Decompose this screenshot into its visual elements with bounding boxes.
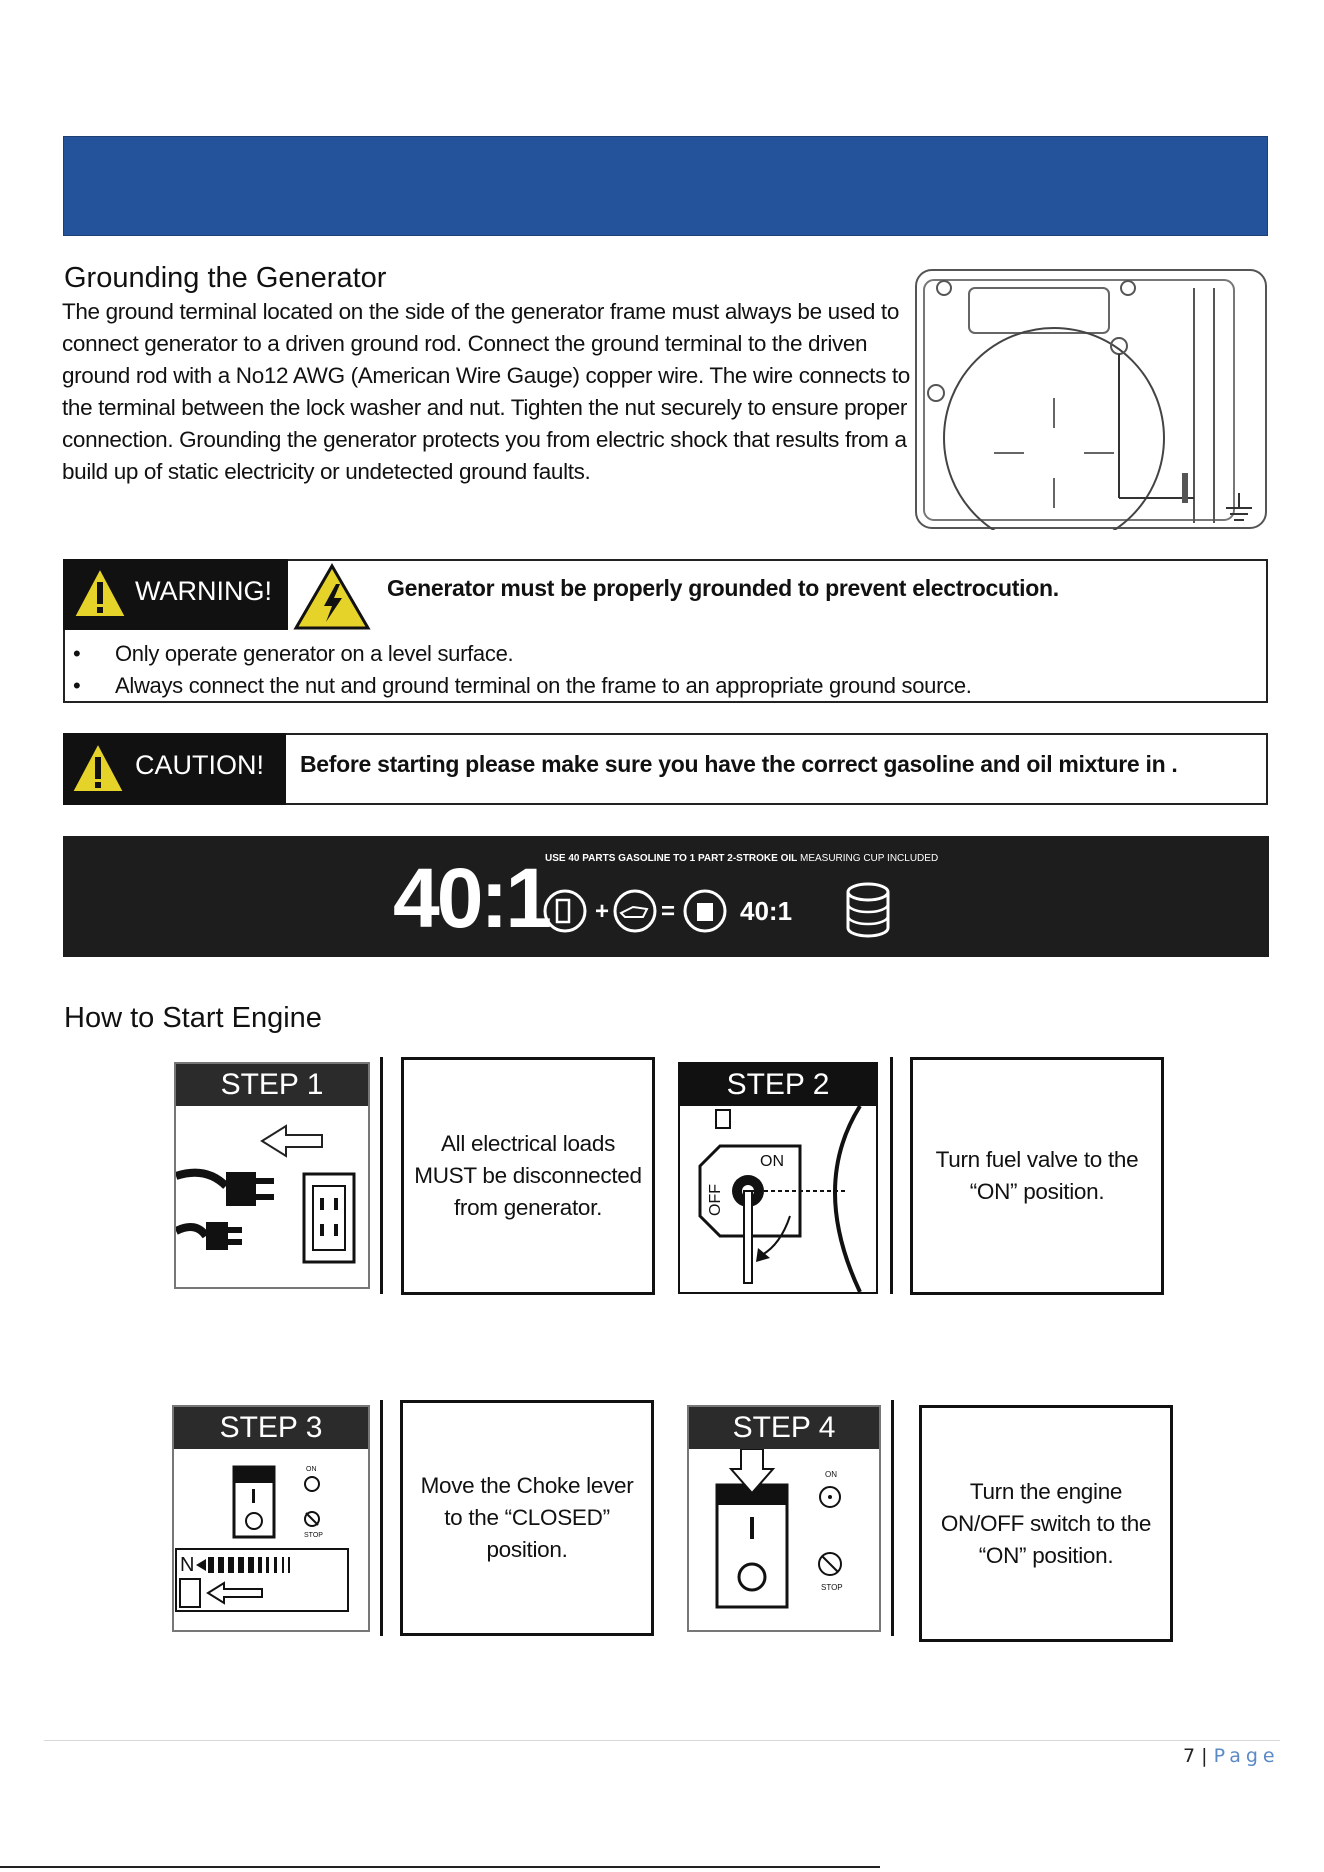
step-1-illustration xyxy=(174,1062,370,1289)
fuel-instruction: USE 40 PARTS GASOLINE TO 1 PART 2-STROKE OIL xyxy=(545,853,798,864)
divider-line xyxy=(891,1400,894,1636)
fuel-ratio-large: 40:1 xyxy=(393,851,550,945)
step-2-label: STEP 2 xyxy=(680,1064,876,1106)
generator-frame-illustration xyxy=(914,268,1268,530)
warning-headline: Generator must be properly grounded to prevent electrocution. xyxy=(387,575,1059,601)
warning-bullet: • Always connect the nut and ground terminal on the frame to an appropriate ground source. xyxy=(70,670,972,702)
start-engine-title: How to Start Engine xyxy=(64,1002,322,1034)
warning-bullet: • Only operate generator on a level surface. xyxy=(70,638,972,670)
divider-line xyxy=(890,1057,893,1294)
warning-label-block xyxy=(63,559,288,630)
step-2-illustration xyxy=(678,1062,878,1294)
svg-text:=: = xyxy=(661,898,676,925)
step-4-description: Turn the engine ON/OFF switch to the “ON” position. xyxy=(919,1405,1173,1642)
choke-lever-icon xyxy=(174,1449,368,1630)
engine-switch-icon xyxy=(689,1449,879,1630)
footer-rule xyxy=(44,1740,1280,1741)
fuel-ratio-small: 40:1 xyxy=(740,896,793,926)
fuel-valve-icon xyxy=(680,1106,876,1292)
switch-stop-label: STOP xyxy=(821,1583,843,1592)
electric-shock-icon xyxy=(292,562,372,632)
page-number: 7 xyxy=(1183,1745,1196,1767)
header-bar xyxy=(63,136,1268,236)
step-2-description: Turn fuel valve to the “ON” position. xyxy=(910,1057,1164,1295)
switch-on-label: ON xyxy=(306,1466,317,1473)
switch-on-label: ON xyxy=(825,1470,837,1479)
step-3-illustration xyxy=(172,1405,370,1632)
page-word: Page xyxy=(1213,1745,1280,1767)
svg-text:N: N xyxy=(180,1554,195,1576)
page-separator: | xyxy=(1201,1745,1208,1767)
step-4-label: STEP 4 xyxy=(689,1407,879,1449)
divider-line xyxy=(380,1057,383,1294)
grounding-title: Grounding the Generator xyxy=(64,262,387,294)
warning-bullets xyxy=(70,638,972,702)
unplug-icon xyxy=(176,1106,368,1287)
page-footer xyxy=(1183,1745,1280,1767)
caution-triangle-icon xyxy=(69,740,127,795)
divider-line xyxy=(380,1400,383,1636)
measuring-cup-note: MEASURING CUP INCLUDED xyxy=(800,853,939,864)
bottom-rule xyxy=(0,1866,880,1868)
step-3-description: Move the Choke lever to the “CLOSED” position. xyxy=(400,1400,654,1636)
step-1-label: STEP 1 xyxy=(176,1064,368,1106)
warning-triangle-icon xyxy=(71,565,129,620)
switch-stop-label: STOP xyxy=(304,1532,323,1539)
measuring-cup-icon xyxy=(844,880,892,940)
caution-label: CAUTION! xyxy=(135,750,265,780)
grounding-body: The ground terminal located on the side of the generator frame must always be used to connect generator to a driven ground rod. Connect the ground terminal to the driven ground rod with a No12 AWG (American Wire Gauge) copper wire. The wire connects to the terminal between the lock washer and nut. Tighten the nut securely to ensure proper connection. Grounding the generator protects you from electric shock that results from a build up of static electricity or undetected ground faults. xyxy=(62,299,910,484)
valve-off-label: OFF xyxy=(707,1184,724,1216)
caution-label-block xyxy=(63,733,286,805)
gas-pump-icon xyxy=(545,891,585,931)
fuel-mix-formula-icons xyxy=(543,887,743,935)
step-1-description: All electrical loads MUST be disconnected from generator. xyxy=(401,1057,655,1295)
warning-label: WARNING! xyxy=(135,576,272,606)
svg-text:+: + xyxy=(595,898,610,925)
step-4-illustration xyxy=(687,1405,881,1632)
oil-can-icon xyxy=(615,891,655,931)
step-3-label: STEP 3 xyxy=(174,1407,368,1449)
valve-on-label: ON xyxy=(760,1153,784,1170)
caution-text: Before starting please make sure you have the correct gasoline and oil mixture in . xyxy=(300,751,1178,777)
